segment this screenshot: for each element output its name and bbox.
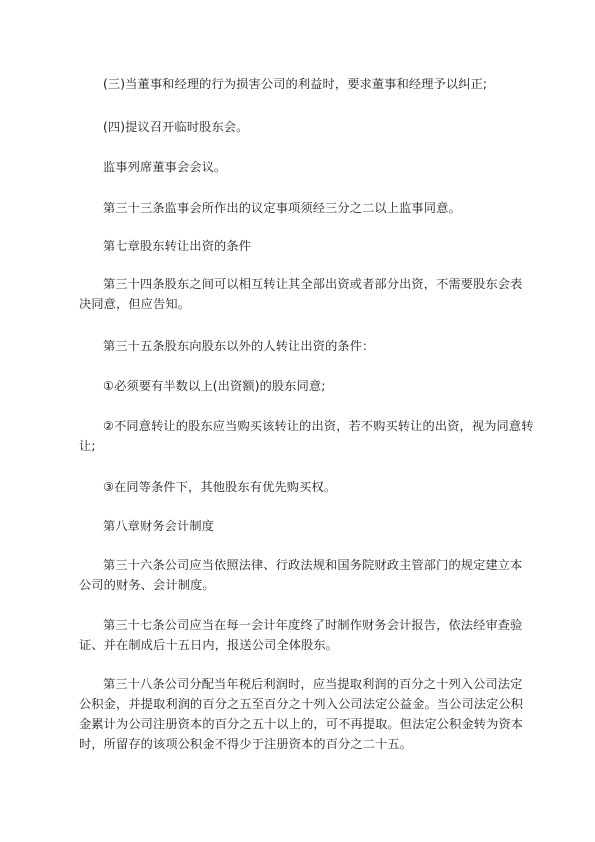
heading-chapter-7: 第七章股东转让出资的条件	[103, 239, 252, 253]
list-item-condition-3: ③在同等条件下，其他股东有优先购买权。	[103, 480, 337, 494]
paragraph-article-33: 第三十三条监事会所作出的议定事项须经三分之二以上监事同意。	[103, 201, 461, 215]
paragraph-supervisor-attend: 监事列席董事会会议。	[103, 160, 227, 174]
paragraph-article-38: 第三十八条公司分配当年税后利润时，应当提取利润的百分之十列入公司法定公积金，并提取利润的百分之五至百分之十列入公司法定公益金。当公司法定公积金累计为公司注册资本的百分之五十以上的，可不再提取。但法定公积金转为资本时，所留存的该项公积金不得少于注册资本的百分之二十五。	[79, 677, 524, 751]
list-item-condition-1: ①必须要有半数以上(出资额)的股东同意;	[103, 379, 326, 393]
paragraph-article-37: 第三十七条公司应当在每一会计年度终了时制作财务会计报告，依法经审查验证、并在制成后十五日内，报送公司全体股东。	[79, 618, 523, 652]
paragraph-supervisor-right-3: (三)当董事和经理的行为损害公司的利益时，要求董事和经理予以纠正;	[103, 77, 488, 91]
paragraph-article-36: 第三十六条公司应当依照法律、行政法规和国务院财政主管部门的规定建立本公司的财务、会计制度。	[79, 558, 523, 592]
paragraph-article-35: 第三十五条股东向股东以外的人转让出资的条件：	[103, 339, 375, 353]
paragraph-supervisor-right-4: (四)提议召开临时股东会。	[103, 120, 249, 134]
paragraph-article-34: 第三十四条股东之间可以相互转让其全部出资或者部分出资，不需要股东会表决同意，但应告知。	[79, 277, 523, 311]
heading-chapter-8: 第八章财务会计制度	[103, 519, 215, 533]
list-item-condition-2: ②不同意转让的股东应当购买该转让的出资，若不购买转让的出资，视为同意转让;	[79, 419, 534, 453]
